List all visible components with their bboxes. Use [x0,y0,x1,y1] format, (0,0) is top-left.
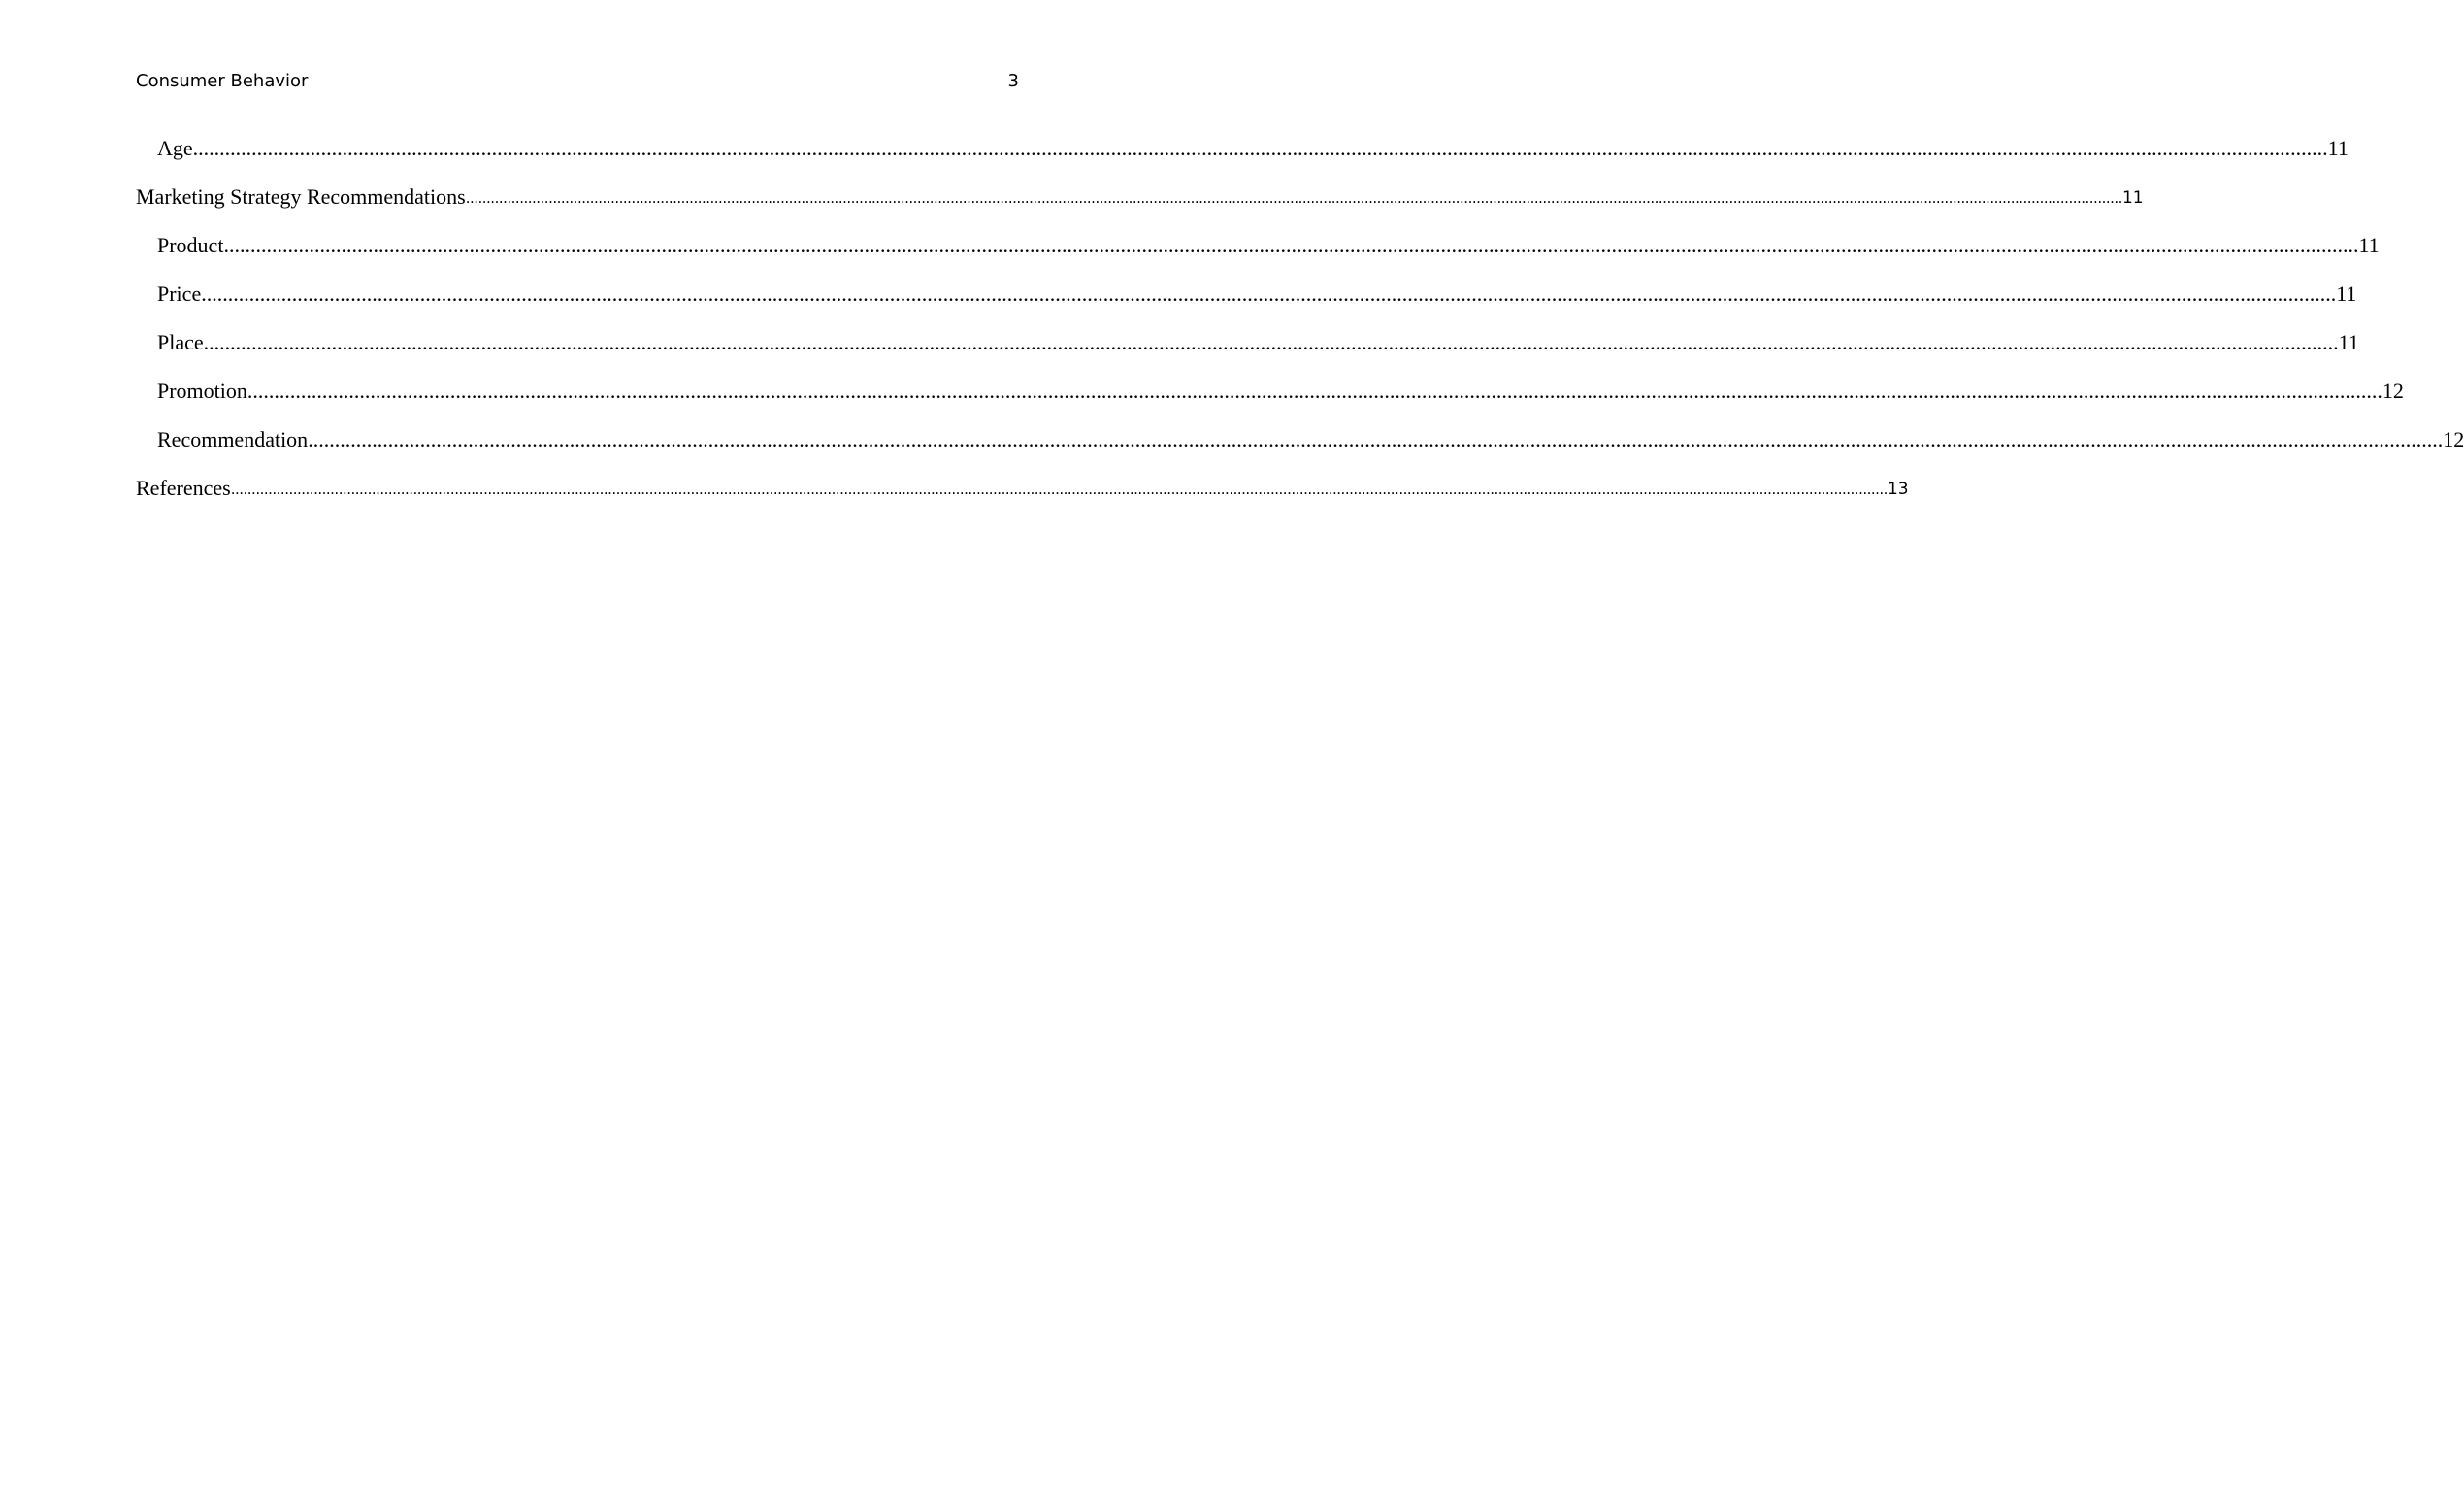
toc-entry-recommendation[interactable] [136,425,2464,474]
toc-entry-page: 11 [2336,282,2357,306]
toc-entry-age[interactable] [136,134,2349,183]
toc-entry-page: 11 [2121,188,2144,208]
toc-entry-price[interactable] [136,280,2357,328]
toc-entry-page: 12 [2382,379,2404,403]
toc-entry-label: Marketing Strategy Recommendations [136,184,466,209]
toc-entry-page: 11 [2327,136,2349,160]
toc-leader-dots: ................................................................................................................................................................................................................................................................................................................................................................................................................ [223,233,2359,257]
page-number: 3 [1007,71,1019,91]
toc-entry-label: References [136,476,231,500]
toc-leader-dots: ................................................................................................................................................................................................................................................................................................................................................................................................................ [230,481,1888,498]
toc-entry-page: 12 [2443,427,2464,451]
toc-entry-label: Product [157,233,224,257]
toc-entry-label: Age [157,136,193,160]
toc-leader-dots: ................................................................................................................................................................................................................................................................................................................................................................................................................ [201,282,2337,306]
toc-entry-promotion[interactable] [136,377,2404,425]
toc-entry-label: Recommendation [157,427,309,451]
toc-entry-label: Place [157,330,204,354]
toc-leader-dots: ................................................................................................................................................................................................................................................................................................................................................................................................................ [203,330,2339,354]
toc-leader-dots: ................................................................................................................................................................................................................................................................................................................................................................................................................ [192,136,2328,160]
toc-entry-references[interactable] [136,474,1909,522]
toc-entry-place[interactable] [136,328,2359,377]
toc-leader-dots: ................................................................................................................................................................................................................................................................................................................................................................................................................ [465,189,2122,207]
toc-entry-label: Promotion [157,379,247,403]
running-head-title: Consumer Behavior [136,71,309,91]
toc-entry-page: 13 [1887,480,1909,499]
toc-entry-marketing-strategy-recommendations[interactable] [136,183,2144,231]
toc-entry-page: 11 [2338,330,2359,354]
toc-leader-dots: ................................................................................................................................................................................................................................................................................................................................................................................................................ [246,379,2382,403]
table-of-contents [136,134,2464,522]
toc-entry-page: 11 [2358,233,2380,257]
toc-entry-label: Price [157,282,202,306]
page-header [136,70,1019,93]
toc-leader-dots: ................................................................................................................................................................................................................................................................................................................................................................................................................ [308,427,2444,451]
toc-entry-product[interactable] [136,231,2380,280]
